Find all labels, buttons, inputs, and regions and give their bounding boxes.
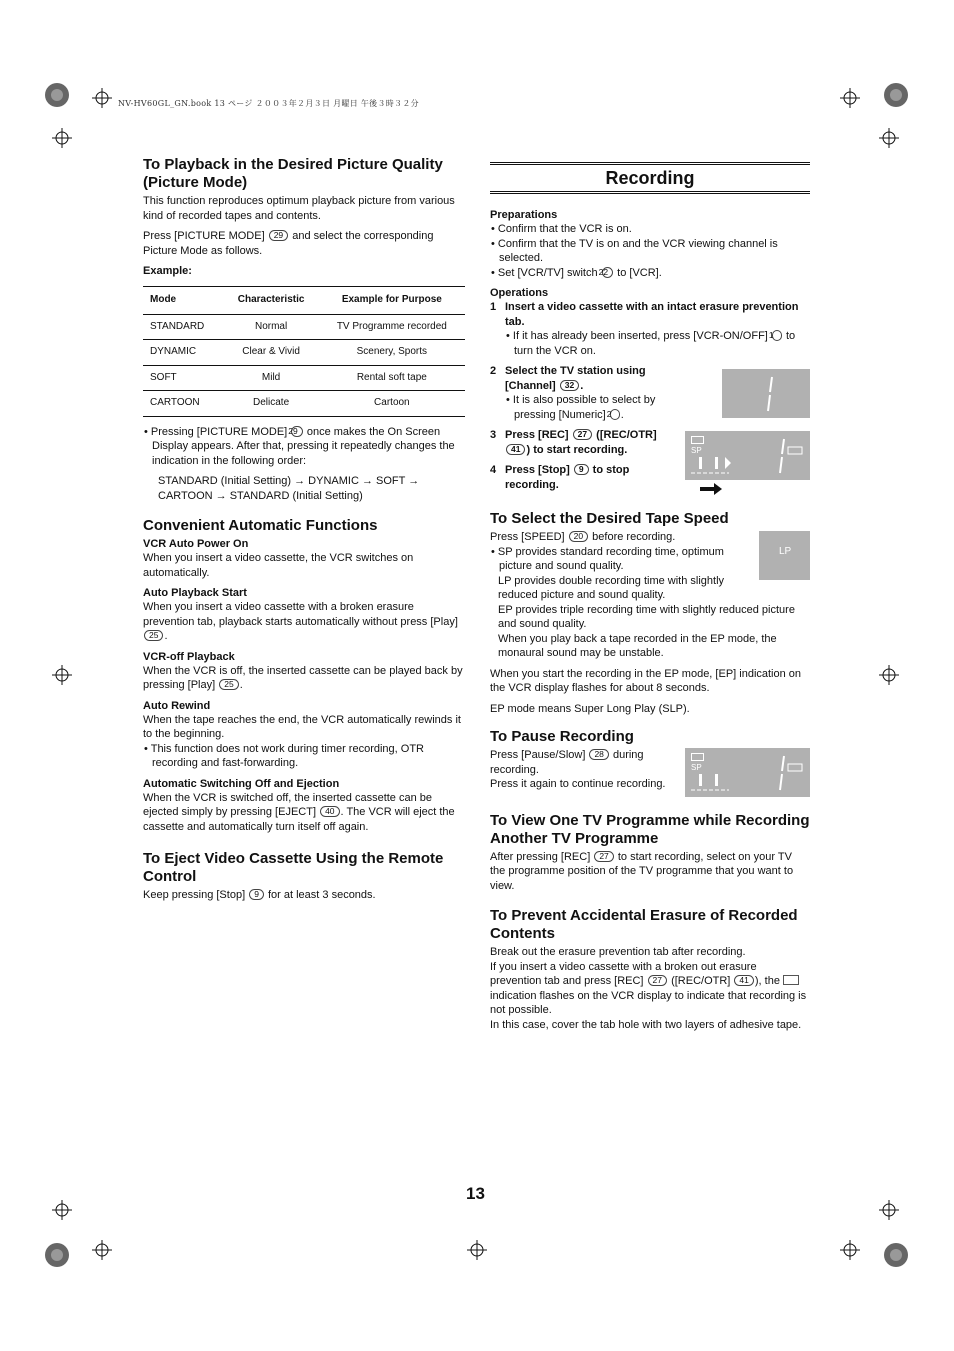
crosshair-mark-right-top [879,128,899,148]
tape-speed-slp: EP mode means Super Long Play (SLP). [490,702,690,715]
auto-rewind-text: When the tape reaches the end, the VCR automatically rewinds it to the beginning. [143,713,461,740]
crosshair-mark-top-right [840,88,860,108]
vcr-off-text: When the VCR is off, the inserted cassette can be played back by pressing [Play] 25 . [143,664,463,691]
crosshair-mark-left-bottom [52,1200,72,1220]
example-label: Example: [143,265,192,277]
picture-mode-note: • Pressing [PICTURE MODE] 29 once makes the On Screen Display appears. After that, pressing it repeatedly changes the indication in the following order: [144,425,455,467]
prevent-text-3: In this case, cover the tab hole with two layers of adhesive tape. [490,1018,802,1031]
picture-mode-heading: To Playback in the Desired Picture Quality (Picture Mode) [143,156,443,191]
eject-heading: To Eject Video Cassette Using the Remote Control [143,850,444,885]
step-3: 3 Press [REC] 27 ([REC/OTR] 41 ) to start recording. [490,429,657,456]
reference-number: 2 [610,409,620,420]
reference-number: 27 [594,851,613,862]
auto-rewind-note: • This function does not work during timer recording, OTR recording and fast-forwarding. [144,742,424,769]
picture-mode-table [143,286,465,417]
reference-number: 32 [560,380,579,391]
vcr-display-lp [759,531,810,580]
vcr-off-heading: VCR-off Playback [143,650,235,663]
crosshair-mark-top-center [92,88,112,108]
tape-speed-lp: LP provides double recording time with slightly reduced picture and sound quality. [498,574,725,601]
reference-number: 20 [569,531,588,542]
reference-number: 29 [291,426,302,437]
table-cell: CARTOON [143,391,224,417]
reference-number: 29 [269,230,288,241]
pause-text: Press [Pause/Slow] 28 during recording. Press it again to continue recording. [490,749,666,790]
crosshair-mark-right-bottom [879,1200,899,1220]
arrow-icon [700,482,722,500]
cassette-icon [783,975,799,985]
left-column [143,156,465,909]
prevent-text-2: If you insert a video cassette with a broken out erasure prevention tab and press [REC] 27 ([REC/OTR] 41 ), the indication flashes on the VCR display to indicate that recording is not possible. [490,960,807,1016]
table-header-characteristic: Characteristic [224,287,319,315]
table-row [143,340,465,366]
reference-number: 28 [589,749,608,760]
vcr-display-recording [685,431,810,480]
auto-play-heading: Auto Playback Start [143,587,247,599]
registration-mark-top-right [881,80,911,110]
prep-item: • Confirm that the VCR is on. [491,223,632,235]
pause-heading: To Pause Recording [490,728,634,745]
step-4: 4 Press [Stop] 9 to stop recording. [490,464,630,491]
auto-rewind-heading: Auto Rewind [143,699,211,712]
auto-switch-text: When the VCR is switched off, the inserted cassette can be ejected simply by pressing [EJECT] 40 . The VCR will eject the cassette and automatically turn itself off again. [143,791,455,833]
table-cell: Normal [224,314,319,340]
convenient-heading: Convenient Automatic Functions [143,517,378,534]
crosshair-mark-bottom-center [467,1240,487,1260]
prevent-text-1: Break out the erasure prevention tab after recording. [490,946,746,958]
table-row [143,391,465,417]
reference-number: 9 [574,464,589,475]
page-number: 13 [466,1184,485,1203]
tape-speed-sp: • SP provides standard recording time, optimum picture and sound quality. [491,545,724,572]
crosshair-mark-left-middle [52,665,72,685]
preparations-label: Preparations [490,209,558,221]
vcr-display-pause [685,748,810,797]
tape-speed-heading: To Select the Desired Tape Speed [490,510,729,527]
right-column [490,162,810,1038]
speed-label: LP [779,546,792,557]
operations-label: Operations [490,287,549,299]
reference-number: 41 [506,444,525,455]
recording-title: Recording [490,162,810,194]
reference-number: 25 [144,630,163,641]
auto-play-text: When you insert a video cassette with a broken erasure prevention tab, playback starts automatically without press [Play] 25 . [143,601,458,642]
tape-speed-ep-note: When you play back a tape recorded in the EP mode, the monaural sound may be unstable. [498,632,777,659]
table-cell: Clear & Vivid [224,340,319,366]
prep-item: • Set [VCR/TV] switch 22 to [VCR]. [491,266,662,279]
table-cell: Delicate [224,391,319,417]
table-cell: Rental soft tape [319,365,465,391]
speed-label: SP [691,763,702,772]
reference-number: 9 [249,889,264,900]
speed-label: SP [691,446,702,455]
vcr-power-heading: VCR Auto Power On [143,538,249,550]
table-cell: DYNAMIC [143,340,224,366]
table-cell: Cartoon [319,391,465,417]
crosshair-mark-bottom-left [92,1240,112,1260]
step-1: 1 Insert a video cassette with an intact erasure prevention tab. • If it has already been inserted, press [VCR-ON/OFF] 1 to turn the VCR on. [490,301,799,357]
reference-number: 25 [219,679,238,690]
prevent-heading: To Prevent Accidental Erasure of Recorded Contents [490,907,798,942]
reference-number: 41 [734,975,753,986]
table-cell: STANDARD [143,314,224,340]
table-cell: Mild [224,365,319,391]
view-heading: To View One TV Programme while Recording Another TV Programme [490,811,810,847]
reference-number: 27 [648,975,667,986]
registration-mark-bottom-right [881,1240,911,1270]
tape-speed-ep: EP provides triple recording time with slightly reduced picture and sound quality. [498,603,795,630]
print-header-line: NV-HV60GL_GN.book 13 ページ ２００３年２月３日 月曜日 午後３時３２分 [118,99,419,108]
step-2: 2 Select the TV station using [Channel] 32 . • It is also possible to select by pressing [Numeric] 2 . [490,365,656,421]
eject-text: Keep pressing [Stop] 9 for at least 3 seconds. [143,889,376,901]
view-text: After pressing [REC] 27 to start recording, select on your TV the programme position of the TV programme that you want to view. [490,850,794,892]
table-header-mode: Mode [143,287,224,315]
table-cell: SOFT [143,365,224,391]
table-cell: Scenery, Sports [319,340,465,366]
crosshair-mark-left-top [52,128,72,148]
vcr-display-channel [722,369,810,418]
picture-mode-order: STANDARD (Initial Setting) → DYNAMIC → SOFT → CARTOON → STANDARD (Initial Setting) [158,475,420,502]
reference-number: 40 [320,806,339,817]
picture-mode-press: Press [PICTURE MODE] 29 and select the corresponding Picture Mode as follows. [143,230,434,257]
reference-number: 1 [772,330,782,341]
tape-speed-press: Press [SPEED] 20 before recording. [490,531,676,543]
vcr-power-text: When you insert a video cassette, the VCR switches on automatically. [143,552,414,579]
reference-number: 22 [602,267,613,278]
table-cell: TV Programme recorded [319,314,465,340]
table-header-example: Example for Purpose [319,287,465,315]
auto-switch-heading: Automatic Switching Off and Ejection [143,777,340,790]
prep-item: • Confirm that the TV is on and the VCR viewing channel is selected. [491,237,778,264]
reference-number: 27 [573,429,592,440]
digit-icon [722,369,810,418]
crosshair-mark-right-middle [879,665,899,685]
picture-mode-intro: This function reproduces optimum playback picture from various kind of recorded tapes and contents. [143,195,455,222]
tape-speed-ep-flash: When you start the recording in the EP mode, [EP] indication on the VCR display flashes for about 8 seconds. [490,667,802,694]
table-row [143,365,465,391]
table-row [143,314,465,340]
registration-mark-top-left [42,80,72,110]
crosshair-mark-bottom-right [840,1240,860,1260]
registration-mark-bottom-left [42,1240,72,1270]
